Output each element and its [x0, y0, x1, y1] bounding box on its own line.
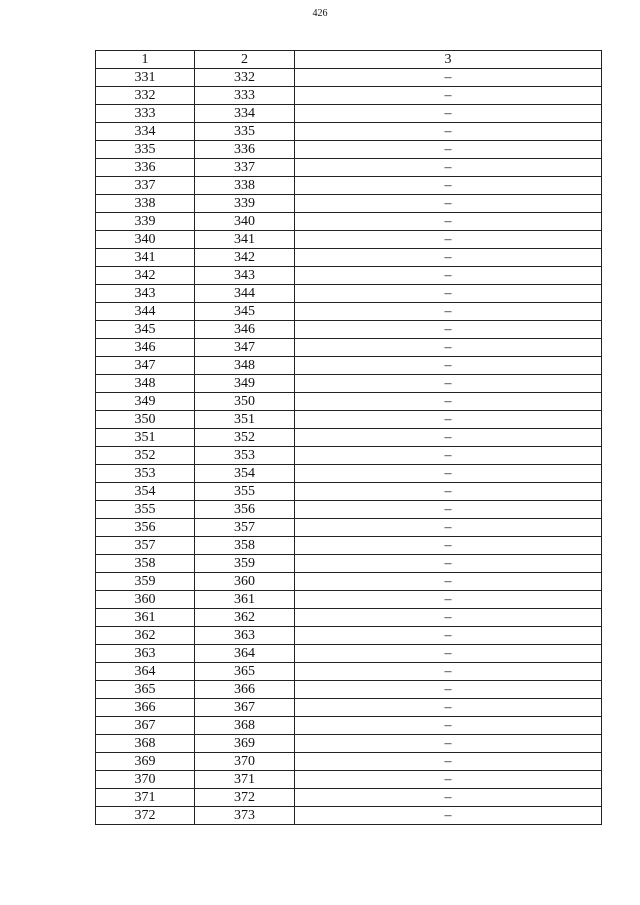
table-cell-col-2: 366	[195, 681, 295, 699]
table-row	[96, 105, 602, 123]
table-cell-col-3: –	[295, 555, 602, 573]
table-cell-col-1: 347	[96, 357, 195, 375]
table-row	[96, 609, 602, 627]
table-cell-col-2: 353	[195, 447, 295, 465]
table-cell-col-2: 346	[195, 321, 295, 339]
table-cell-col-2: 339	[195, 195, 295, 213]
table-cell-col-2: 361	[195, 591, 295, 609]
column-header-3: 3	[295, 51, 602, 69]
table-row	[96, 231, 602, 249]
table-cell-col-3: –	[295, 789, 602, 807]
table-cell-col-2: 338	[195, 177, 295, 195]
table-cell-col-2: 344	[195, 285, 295, 303]
table-cell-col-3: –	[295, 663, 602, 681]
table-row	[96, 555, 602, 573]
table-cell-col-1: 354	[96, 483, 195, 501]
table-cell-col-1: 366	[96, 699, 195, 717]
table-row	[96, 519, 602, 537]
table-cell-col-2: 360	[195, 573, 295, 591]
table-cell-col-1: 336	[96, 159, 195, 177]
table-row	[96, 123, 602, 141]
table-cell-col-3: –	[295, 447, 602, 465]
table-cell-col-2: 332	[195, 69, 295, 87]
table-row	[96, 591, 602, 609]
table-cell-col-1: 337	[96, 177, 195, 195]
table-cell-col-2: 341	[195, 231, 295, 249]
table-cell-col-2: 370	[195, 753, 295, 771]
table-cell-col-1: 345	[96, 321, 195, 339]
table-cell-col-2: 335	[195, 123, 295, 141]
table-cell-col-1: 364	[96, 663, 195, 681]
table-cell-col-1: 344	[96, 303, 195, 321]
table-cell-col-3: –	[295, 501, 602, 519]
table-cell-col-2: 350	[195, 393, 295, 411]
table-row	[96, 213, 602, 231]
table-cell-col-2: 356	[195, 501, 295, 519]
table-cell-col-3: –	[295, 519, 602, 537]
table-row	[96, 645, 602, 663]
table-cell-col-2: 357	[195, 519, 295, 537]
table-cell-col-1: 346	[96, 339, 195, 357]
table-cell-col-1: 333	[96, 105, 195, 123]
table-cell-col-3: –	[295, 87, 602, 105]
table-cell-col-1: 369	[96, 753, 195, 771]
table-cell-col-3: –	[295, 339, 602, 357]
table-cell-col-2: 368	[195, 717, 295, 735]
table-cell-col-3: –	[295, 807, 602, 825]
table-row	[96, 483, 602, 501]
table-cell-col-1: 363	[96, 645, 195, 663]
table-cell-col-3: –	[295, 249, 602, 267]
table-cell-col-1: 343	[96, 285, 195, 303]
table-row	[96, 357, 602, 375]
table-cell-col-2: 345	[195, 303, 295, 321]
table-cell-col-3: –	[295, 645, 602, 663]
table-cell-col-3: –	[295, 717, 602, 735]
table-row	[96, 267, 602, 285]
table-cell-col-1: 361	[96, 609, 195, 627]
table-cell-col-3: –	[295, 267, 602, 285]
page-number: 426	[312, 8, 328, 19]
header-row	[96, 51, 602, 69]
table-cell-col-3: –	[295, 627, 602, 645]
table-cell-col-3: –	[295, 537, 602, 555]
table-cell-col-3: –	[295, 699, 602, 717]
table-cell-col-2: 363	[195, 627, 295, 645]
table-cell-col-2: 365	[195, 663, 295, 681]
table-row	[96, 393, 602, 411]
table-row	[96, 807, 602, 825]
table-row	[96, 321, 602, 339]
table-cell-col-2: 349	[195, 375, 295, 393]
table-cell-col-3: –	[295, 195, 602, 213]
table-cell-col-1: 362	[96, 627, 195, 645]
table-cell-col-2: 354	[195, 465, 295, 483]
table-cell-col-1: 339	[96, 213, 195, 231]
table-cell-col-3: –	[295, 177, 602, 195]
table-cell-col-1: 350	[96, 411, 195, 429]
table-cell-col-1: 367	[96, 717, 195, 735]
table-cell-col-3: –	[295, 573, 602, 591]
table-row	[96, 753, 602, 771]
table-row	[96, 447, 602, 465]
table-cell-col-1: 368	[96, 735, 195, 753]
table-cell-col-3: –	[295, 429, 602, 447]
table-cell-col-2: 340	[195, 213, 295, 231]
table-cell-col-3: –	[295, 483, 602, 501]
table-row	[96, 627, 602, 645]
table-cell-col-3: –	[295, 105, 602, 123]
table-cell-col-1: 351	[96, 429, 195, 447]
table-cell-col-3: –	[295, 681, 602, 699]
table-cell-col-2: 333	[195, 87, 295, 105]
table-cell-col-3: –	[295, 357, 602, 375]
table-cell-col-1: 353	[96, 465, 195, 483]
table-cell-col-3: –	[295, 609, 602, 627]
column-header-1: 1	[96, 51, 195, 69]
table-cell-col-2: 343	[195, 267, 295, 285]
column-header-2: 2	[195, 51, 295, 69]
table-row	[96, 699, 602, 717]
table-cell-col-3: –	[295, 735, 602, 753]
table-cell-col-3: –	[295, 753, 602, 771]
table-cell-col-3: –	[295, 69, 602, 87]
table-cell-col-2: 334	[195, 105, 295, 123]
table-row	[96, 141, 602, 159]
table-row	[96, 735, 602, 753]
table-row	[96, 573, 602, 591]
table-cell-col-2: 364	[195, 645, 295, 663]
table-cell-col-1: 370	[96, 771, 195, 789]
table-cell-col-2: 362	[195, 609, 295, 627]
table-row	[96, 69, 602, 87]
table-cell-col-1: 349	[96, 393, 195, 411]
table-row	[96, 285, 602, 303]
table-row	[96, 159, 602, 177]
table-row	[96, 501, 602, 519]
table-row	[96, 465, 602, 483]
table-cell-col-2: 358	[195, 537, 295, 555]
table-row	[96, 429, 602, 447]
table-row	[96, 249, 602, 267]
table-cell-col-2: 371	[195, 771, 295, 789]
table-row	[96, 771, 602, 789]
table-cell-col-3: –	[295, 303, 602, 321]
table-cell-col-2: 359	[195, 555, 295, 573]
table-cell-col-3: –	[295, 321, 602, 339]
table-row	[96, 411, 602, 429]
table-cell-col-2: 369	[195, 735, 295, 753]
table-cell-col-2: 342	[195, 249, 295, 267]
table-row	[96, 789, 602, 807]
table-row	[96, 195, 602, 213]
table-row	[96, 87, 602, 105]
table-cell-col-2: 352	[195, 429, 295, 447]
table-cell-col-3: –	[295, 411, 602, 429]
table-row	[96, 339, 602, 357]
table-cell-col-2: 373	[195, 807, 295, 825]
table-header	[96, 51, 602, 69]
table-cell-col-1: 357	[96, 537, 195, 555]
table-cell-col-3: –	[295, 141, 602, 159]
table-row	[96, 303, 602, 321]
table-cell-col-3: –	[295, 159, 602, 177]
table-cell-col-2: 351	[195, 411, 295, 429]
table-cell-col-3: –	[295, 231, 602, 249]
table-cell-col-1: 332	[96, 87, 195, 105]
table-cell-col-1: 341	[96, 249, 195, 267]
table-row	[96, 717, 602, 735]
table-cell-col-1: 356	[96, 519, 195, 537]
table-cell-col-1: 342	[96, 267, 195, 285]
table-cell-col-1: 355	[96, 501, 195, 519]
table-cell-col-1: 365	[96, 681, 195, 699]
table-cell-col-3: –	[295, 375, 602, 393]
table-cell-col-3: –	[295, 285, 602, 303]
table-cell-col-2: 355	[195, 483, 295, 501]
table-cell-col-3: –	[295, 393, 602, 411]
table-cell-col-2: 367	[195, 699, 295, 717]
table-cell-col-2: 372	[195, 789, 295, 807]
table-cell-col-1: 348	[96, 375, 195, 393]
table-row	[96, 177, 602, 195]
table-row	[96, 375, 602, 393]
table-cell-col-1: 358	[96, 555, 195, 573]
table-cell-col-1: 352	[96, 447, 195, 465]
table-cell-col-1: 371	[96, 789, 195, 807]
table-cell-col-2: 337	[195, 159, 295, 177]
table-cell-col-1: 338	[96, 195, 195, 213]
table-cell-col-1: 331	[96, 69, 195, 87]
table-cell-col-3: –	[295, 465, 602, 483]
table-cell-col-2: 336	[195, 141, 295, 159]
table-cell-col-1: 360	[96, 591, 195, 609]
table-cell-col-2: 347	[195, 339, 295, 357]
table-cell-col-2: 348	[195, 357, 295, 375]
table-row	[96, 537, 602, 555]
data-table	[95, 50, 602, 825]
table-cell-col-1: 335	[96, 141, 195, 159]
table-body	[96, 69, 602, 825]
table-row	[96, 663, 602, 681]
table-cell-col-3: –	[295, 591, 602, 609]
table-cell-col-3: –	[295, 123, 602, 141]
table-cell-col-1: 340	[96, 231, 195, 249]
table-row	[96, 681, 602, 699]
table-cell-col-1: 359	[96, 573, 195, 591]
table-cell-col-3: –	[295, 771, 602, 789]
table-cell-col-3: –	[295, 213, 602, 231]
table-cell-col-1: 334	[96, 123, 195, 141]
table-cell-col-1: 372	[96, 807, 195, 825]
